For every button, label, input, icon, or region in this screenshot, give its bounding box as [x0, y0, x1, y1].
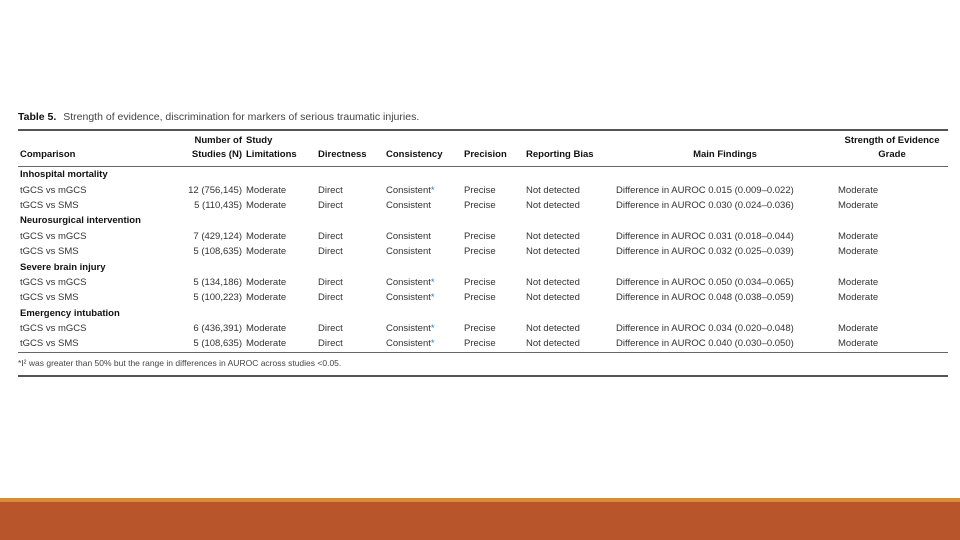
cell-studies: 12 (756,145) — [188, 184, 242, 196]
consistency-footnote-mark: * — [430, 184, 435, 196]
cell-reporting-bias: Not detected — [526, 338, 580, 350]
cell-consistency — [384, 182, 462, 197]
table-row — [18, 275, 948, 290]
cell-comparison: tGCS vs SMS — [20, 338, 79, 350]
cell-precision: Precise — [464, 292, 496, 304]
header-number-of-studies: Number of Studies (N) — [191, 135, 242, 160]
cell-grade: Moderate — [838, 199, 879, 211]
cell-comparison: tGCS vs mGCS — [20, 323, 87, 335]
cell-limitations: Moderate — [246, 323, 287, 335]
consistency-footnote-mark: * — [430, 323, 435, 335]
cell-consistency — [384, 198, 462, 213]
table-row — [18, 244, 948, 259]
cell-comparison: tGCS vs SMS — [20, 292, 79, 304]
cell-consistency — [384, 336, 462, 351]
consistency-footnote-mark: * — [430, 276, 435, 288]
cell-consistency — [384, 229, 462, 244]
header-strength-of-evidence: Strength of Evidence Grade — [844, 135, 940, 160]
header-precision: Precision — [464, 149, 507, 160]
cell-limitations: Moderate — [246, 184, 287, 196]
cell-directness: Direct — [318, 230, 343, 242]
cell-main-findings: Difference in AUROC 0.030 (0.024–0.036) — [616, 199, 794, 211]
cell-directness: Direct — [318, 292, 343, 304]
header-reporting-bias: Reporting Bias — [526, 149, 594, 160]
cell-limitations: Moderate — [246, 230, 287, 242]
consistency-footnote-mark: * — [430, 292, 435, 304]
table-row — [18, 229, 948, 244]
group-title: Neurosurgical intervention — [20, 215, 141, 227]
group-row — [18, 306, 948, 321]
cell-grade: Moderate — [838, 276, 879, 288]
table-row — [18, 321, 948, 336]
cell-directness: Direct — [318, 246, 343, 258]
header-row — [18, 131, 948, 166]
cell-directness: Direct — [318, 276, 343, 288]
cell-grade: Moderate — [838, 246, 879, 258]
group-title: Inhospital mortality — [20, 169, 108, 181]
cell-precision: Precise — [464, 338, 496, 350]
group-row — [18, 167, 948, 182]
cell-comparison: tGCS vs SMS — [20, 246, 79, 258]
header-main-findings: Main Findings — [693, 149, 757, 160]
table-caption-text: Strength of evidence, discrimination for markers of serious traumatic injuries. — [63, 111, 420, 123]
cell-comparison: tGCS vs mGCS — [20, 276, 87, 288]
consistency-text: Consistent — [386, 323, 431, 335]
cell-studies: 6 (436,391) — [193, 323, 242, 335]
cell-grade: Moderate — [838, 338, 879, 350]
header-comparison: Comparison — [20, 149, 76, 160]
cell-reporting-bias: Not detected — [526, 230, 580, 242]
cell-consistency — [384, 321, 462, 336]
table-caption-label: Table 5. — [18, 111, 57, 123]
header-consistency: Consistency — [386, 149, 443, 160]
cell-main-findings: Difference in AUROC 0.040 (0.030–0.050) — [616, 338, 794, 350]
cell-precision: Precise — [464, 230, 496, 242]
cell-consistency — [384, 244, 462, 259]
cell-studies: 7 (429,124) — [193, 230, 242, 242]
cell-limitations: Moderate — [246, 276, 287, 288]
cell-comparison: tGCS vs SMS — [20, 199, 79, 211]
cell-main-findings: Difference in AUROC 0.032 (0.025–0.039) — [616, 246, 794, 258]
cell-main-findings: Difference in AUROC 0.015 (0.009–0.022) — [616, 184, 794, 196]
header-study-limitations: Study Limitations — [246, 135, 297, 160]
footer-band — [0, 502, 960, 540]
cell-comparison: tGCS vs mGCS — [20, 230, 87, 242]
table-bottom-rule — [18, 375, 948, 377]
evidence-table — [18, 131, 948, 352]
cell-reporting-bias: Not detected — [526, 276, 580, 288]
table-row — [18, 182, 948, 197]
consistency-text: Consistent — [386, 230, 431, 242]
header-directness: Directness — [318, 149, 367, 160]
consistency-text: Consistent — [386, 199, 431, 211]
consistency-text: Consistent — [386, 246, 431, 258]
table-footnote: *I² was greater than 50% but the range in differences in AUROC across studies <0.05. — [18, 357, 342, 368]
cell-precision: Precise — [464, 199, 496, 211]
cell-main-findings: Difference in AUROC 0.034 (0.020–0.048) — [616, 323, 794, 335]
group-title: Emergency intubation — [20, 307, 120, 319]
cell-consistency — [384, 275, 462, 290]
cell-grade: Moderate — [838, 292, 879, 304]
table-row — [18, 336, 948, 351]
cell-limitations: Moderate — [246, 338, 287, 350]
table-body — [18, 167, 948, 352]
consistency-footnote-mark: * — [430, 338, 435, 350]
cell-directness: Direct — [318, 199, 343, 211]
cell-limitations: Moderate — [246, 246, 287, 258]
cell-precision: Precise — [464, 184, 496, 196]
cell-comparison: tGCS vs mGCS — [20, 184, 87, 196]
cell-precision: Precise — [464, 246, 496, 258]
cell-directness: Direct — [318, 323, 343, 335]
cell-reporting-bias: Not detected — [526, 184, 580, 196]
consistency-text: Consistent — [386, 184, 431, 196]
consistency-text: Consistent — [386, 276, 431, 288]
cell-studies: 5 (100,223) — [193, 292, 242, 304]
cell-directness: Direct — [318, 184, 343, 196]
group-title: Severe brain injury — [20, 261, 106, 273]
cell-directness: Direct — [318, 338, 343, 350]
group-row — [18, 213, 948, 228]
cell-main-findings: Difference in AUROC 0.048 (0.038–0.059) — [616, 292, 794, 304]
cell-limitations: Moderate — [246, 199, 287, 211]
cell-studies: 5 (108,635) — [193, 338, 242, 350]
cell-consistency — [384, 290, 462, 305]
cell-precision: Precise — [464, 323, 496, 335]
cell-precision: Precise — [464, 276, 496, 288]
group-row — [18, 259, 948, 274]
evidence-table-container — [18, 129, 948, 377]
cell-main-findings: Difference in AUROC 0.050 (0.034–0.065) — [616, 276, 794, 288]
table-header — [18, 131, 948, 167]
cell-reporting-bias: Not detected — [526, 199, 580, 211]
cell-studies: 5 (108,635) — [193, 246, 242, 258]
table-caption — [18, 111, 948, 123]
cell-limitations: Moderate — [246, 292, 287, 304]
consistency-text: Consistent — [386, 338, 431, 350]
cell-main-findings: Difference in AUROC 0.031 (0.018–0.044) — [616, 230, 794, 242]
cell-grade: Moderate — [838, 230, 879, 242]
cell-reporting-bias: Not detected — [526, 246, 580, 258]
table-row — [18, 290, 948, 305]
cell-grade: Moderate — [838, 184, 879, 196]
table-row — [18, 198, 948, 213]
cell-studies: 5 (134,186) — [193, 276, 242, 288]
cell-studies: 5 (110,435) — [194, 199, 242, 211]
cell-grade: Moderate — [838, 323, 879, 335]
cell-reporting-bias: Not detected — [526, 292, 580, 304]
cell-reporting-bias: Not detected — [526, 323, 580, 335]
consistency-text: Consistent — [386, 292, 431, 304]
